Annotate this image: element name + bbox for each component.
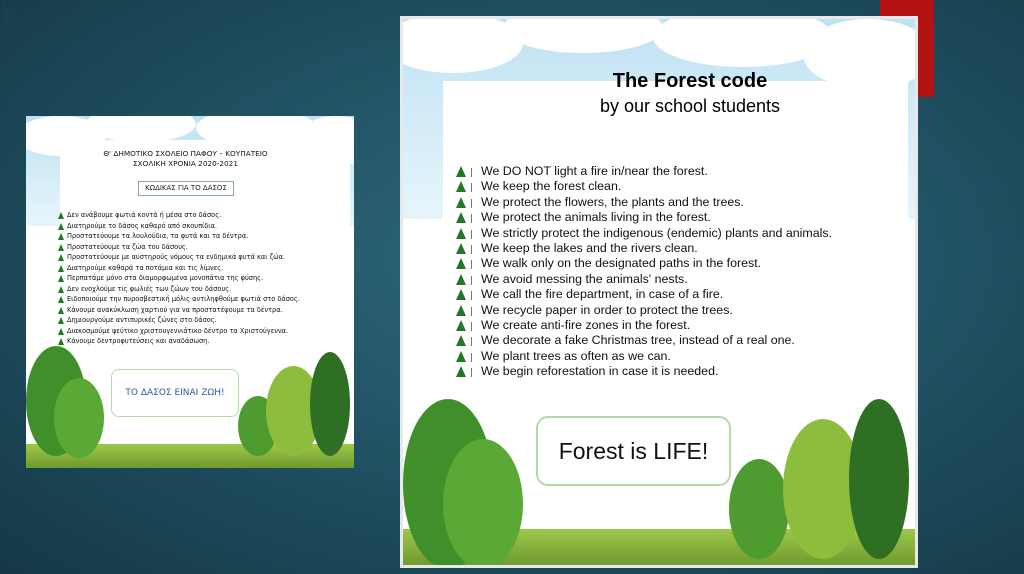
divider [471,322,472,331]
pine-tree-bullet-icon [58,286,64,293]
rule-text: We protect the flowers, the plants and the trees. [481,194,744,209]
divider [471,353,472,362]
rule-item [58,273,300,284]
rule-text: Κάνουμε δεντροφυτεύσεις και αναδάσωση. [67,337,210,345]
rule-item [456,164,832,179]
rule-item [456,241,832,256]
pine-tree-bullet-icon [58,244,64,251]
rule-item [456,287,832,302]
divider [471,337,472,346]
rule-text: Διακοσμούμε ψεύτικο χριστουγεννιάτικο δέντρο τα Χριστούγεννα. [67,326,289,335]
pine-tree-bullet-icon [456,243,466,254]
rule-item [456,349,832,364]
pine-tree-bullet-icon [456,197,466,208]
rule-text: We strictly protect the indigenous (endemic) plants and animals. [481,225,833,240]
rule-item [456,333,832,348]
rule-text: Διατηρούμε καθαρά τα ποτάμια και τις λίμνες. [67,263,224,272]
poster-subtitle: by our school students [599,96,781,116]
rule-item [456,318,832,333]
pine-tree-bullet-icon [58,254,64,261]
school-name [78,149,293,169]
rule-item [58,294,300,305]
rule-item [58,326,300,337]
divider [471,183,472,192]
slide-arrow-icon [3,0,15,28]
pine-tree-bullet-icon [456,351,466,362]
pine-tree-bullet-icon [456,335,466,346]
rule-text: We protect the animals living in the forest. [481,210,711,225]
rule-item [456,364,832,379]
pine-tree-bullet-icon [58,212,64,219]
pine-tree-bullet-icon [456,289,466,300]
pine-tree-bullet-icon [58,233,64,240]
school-name-line1: Θ' ΔΗΜΟΤΙΚΟ ΣΧΟΛΕΙΟ ΠΑΦΟΥ – ΚΟΥΠΑΤΕΙΟ [103,149,268,158]
rule-text: Προστατεύουμε τα ζώα του δάσους. [67,242,188,251]
rule-item [58,252,300,263]
divider [471,291,472,300]
rule-text: We call the fire department, in case of a fire. [481,287,724,302]
rule-text: Προστατεύουμε με αυστηρούς νόμους τα ενδημικά φυτά και ζώα. [67,253,286,261]
pine-tree-bullet-icon [58,296,64,303]
greek-code-title: ΚΩΔΙΚΑΣ ΓΙΑ ΤΟ ΔΑΣΟΣ [138,181,234,196]
rule-item [58,284,300,295]
pine-tree-bullet-icon [456,305,466,316]
pine-tree-bullet-icon [58,223,64,230]
pine-tree-bullet-icon [456,320,466,331]
pine-tree-bullet-icon [456,166,466,177]
rule-text: Ειδοποιούμε την πυροσβεστική μόλις αντιληφθούμε φωτιά στο δάσος. [67,295,300,303]
rule-text: We begin reforestation in case it is needed. [481,364,719,379]
divider [471,168,472,177]
rule-text: Διατηρούμε το δάσος καθαρό από σκουπίδια. [67,221,217,230]
rule-text: We keep the lakes and the rivers clean. [481,241,698,256]
rule-item [58,231,300,242]
pine-tree-bullet-icon [58,338,64,345]
divider [471,276,472,285]
rule-item [456,272,832,287]
divider [471,260,472,269]
rule-text: Προστατεύουμε τα λουλούδια, τα φυτά και τα δέντρα. [67,232,249,240]
rule-text: Κάνουμε ανακύκλωση χαρτιού για να προστατέψουμε τα δέντρα. [67,305,283,314]
rule-text: We avoid messing the animals' nests. [481,271,688,286]
rule-text: Δεν ενοχλούμε τις φωλιές των ζώων του δάσους. [67,284,232,293]
pine-tree-bullet-icon [456,212,466,223]
rule-text: Περπατάμε μόνο στα διαμορφωμένα μονοπάτια της φύσης. [67,274,264,282]
rule-item [58,263,300,274]
pine-tree-bullet-icon [58,265,64,272]
rule-text: We DO NOT light a fire in/near the forest. [481,164,708,178]
rule-item [58,221,300,232]
rule-item [58,210,300,221]
english-slogan-box: Forest is LIFE! [536,416,731,486]
rule-item [456,179,832,194]
rule-item [58,242,300,253]
divider [471,368,472,377]
pine-tree-bullet-icon [456,258,466,269]
divider [471,230,472,239]
rule-text: We decorate a fake Christmas tree, instead of a real one. [481,333,795,348]
pine-tree-bullet-icon [456,228,466,239]
school-year-line: ΣΧΟΛΙΚΗ ΧΡΟΝΙΑ 2020-2021 [133,159,238,168]
rule-text: We keep the forest clean. [481,179,622,194]
rule-item [456,195,832,210]
divider [471,199,472,208]
rule-text: Δεν ανάβουμε φωτιά κοντά ή μέσα στο δάσος. [67,211,222,219]
rule-item [456,256,832,271]
poster-title: The Forest code [612,70,768,92]
pine-tree-bullet-icon [58,275,64,282]
pine-tree-bullet-icon [456,366,466,377]
rule-item [58,305,300,316]
greek-slogan-box: ΤΟ ΔΑΣΟΣ ΕΙΝΑΙ ΖΩΗ! [111,369,239,417]
pine-tree-bullet-icon [456,181,466,192]
rule-item [456,303,832,318]
rule-item [456,226,832,241]
divider [471,307,472,316]
divider [471,245,472,254]
greek-rules-list [58,210,300,347]
rule-text: We create anti-fire zones in the forest. [481,318,691,333]
rule-text: We walk only on the designated paths in the forest. [481,256,762,271]
pine-tree-bullet-icon [58,328,64,335]
rule-text: We recycle paper in order to protect the trees. [481,302,733,317]
rule-text: We plant trees as often as we can. [481,348,671,363]
rule-item [456,210,832,225]
pine-tree-bullet-icon [456,274,466,285]
rule-text: Δημιουργούμε αντιπυρικές ζώνες στο δάσος. [67,316,217,324]
english-rules-list [456,164,832,380]
pine-tree-bullet-icon [58,307,64,314]
rule-item [58,315,300,326]
rule-item [58,336,300,347]
pine-tree-bullet-icon [58,317,64,324]
divider [471,214,472,223]
